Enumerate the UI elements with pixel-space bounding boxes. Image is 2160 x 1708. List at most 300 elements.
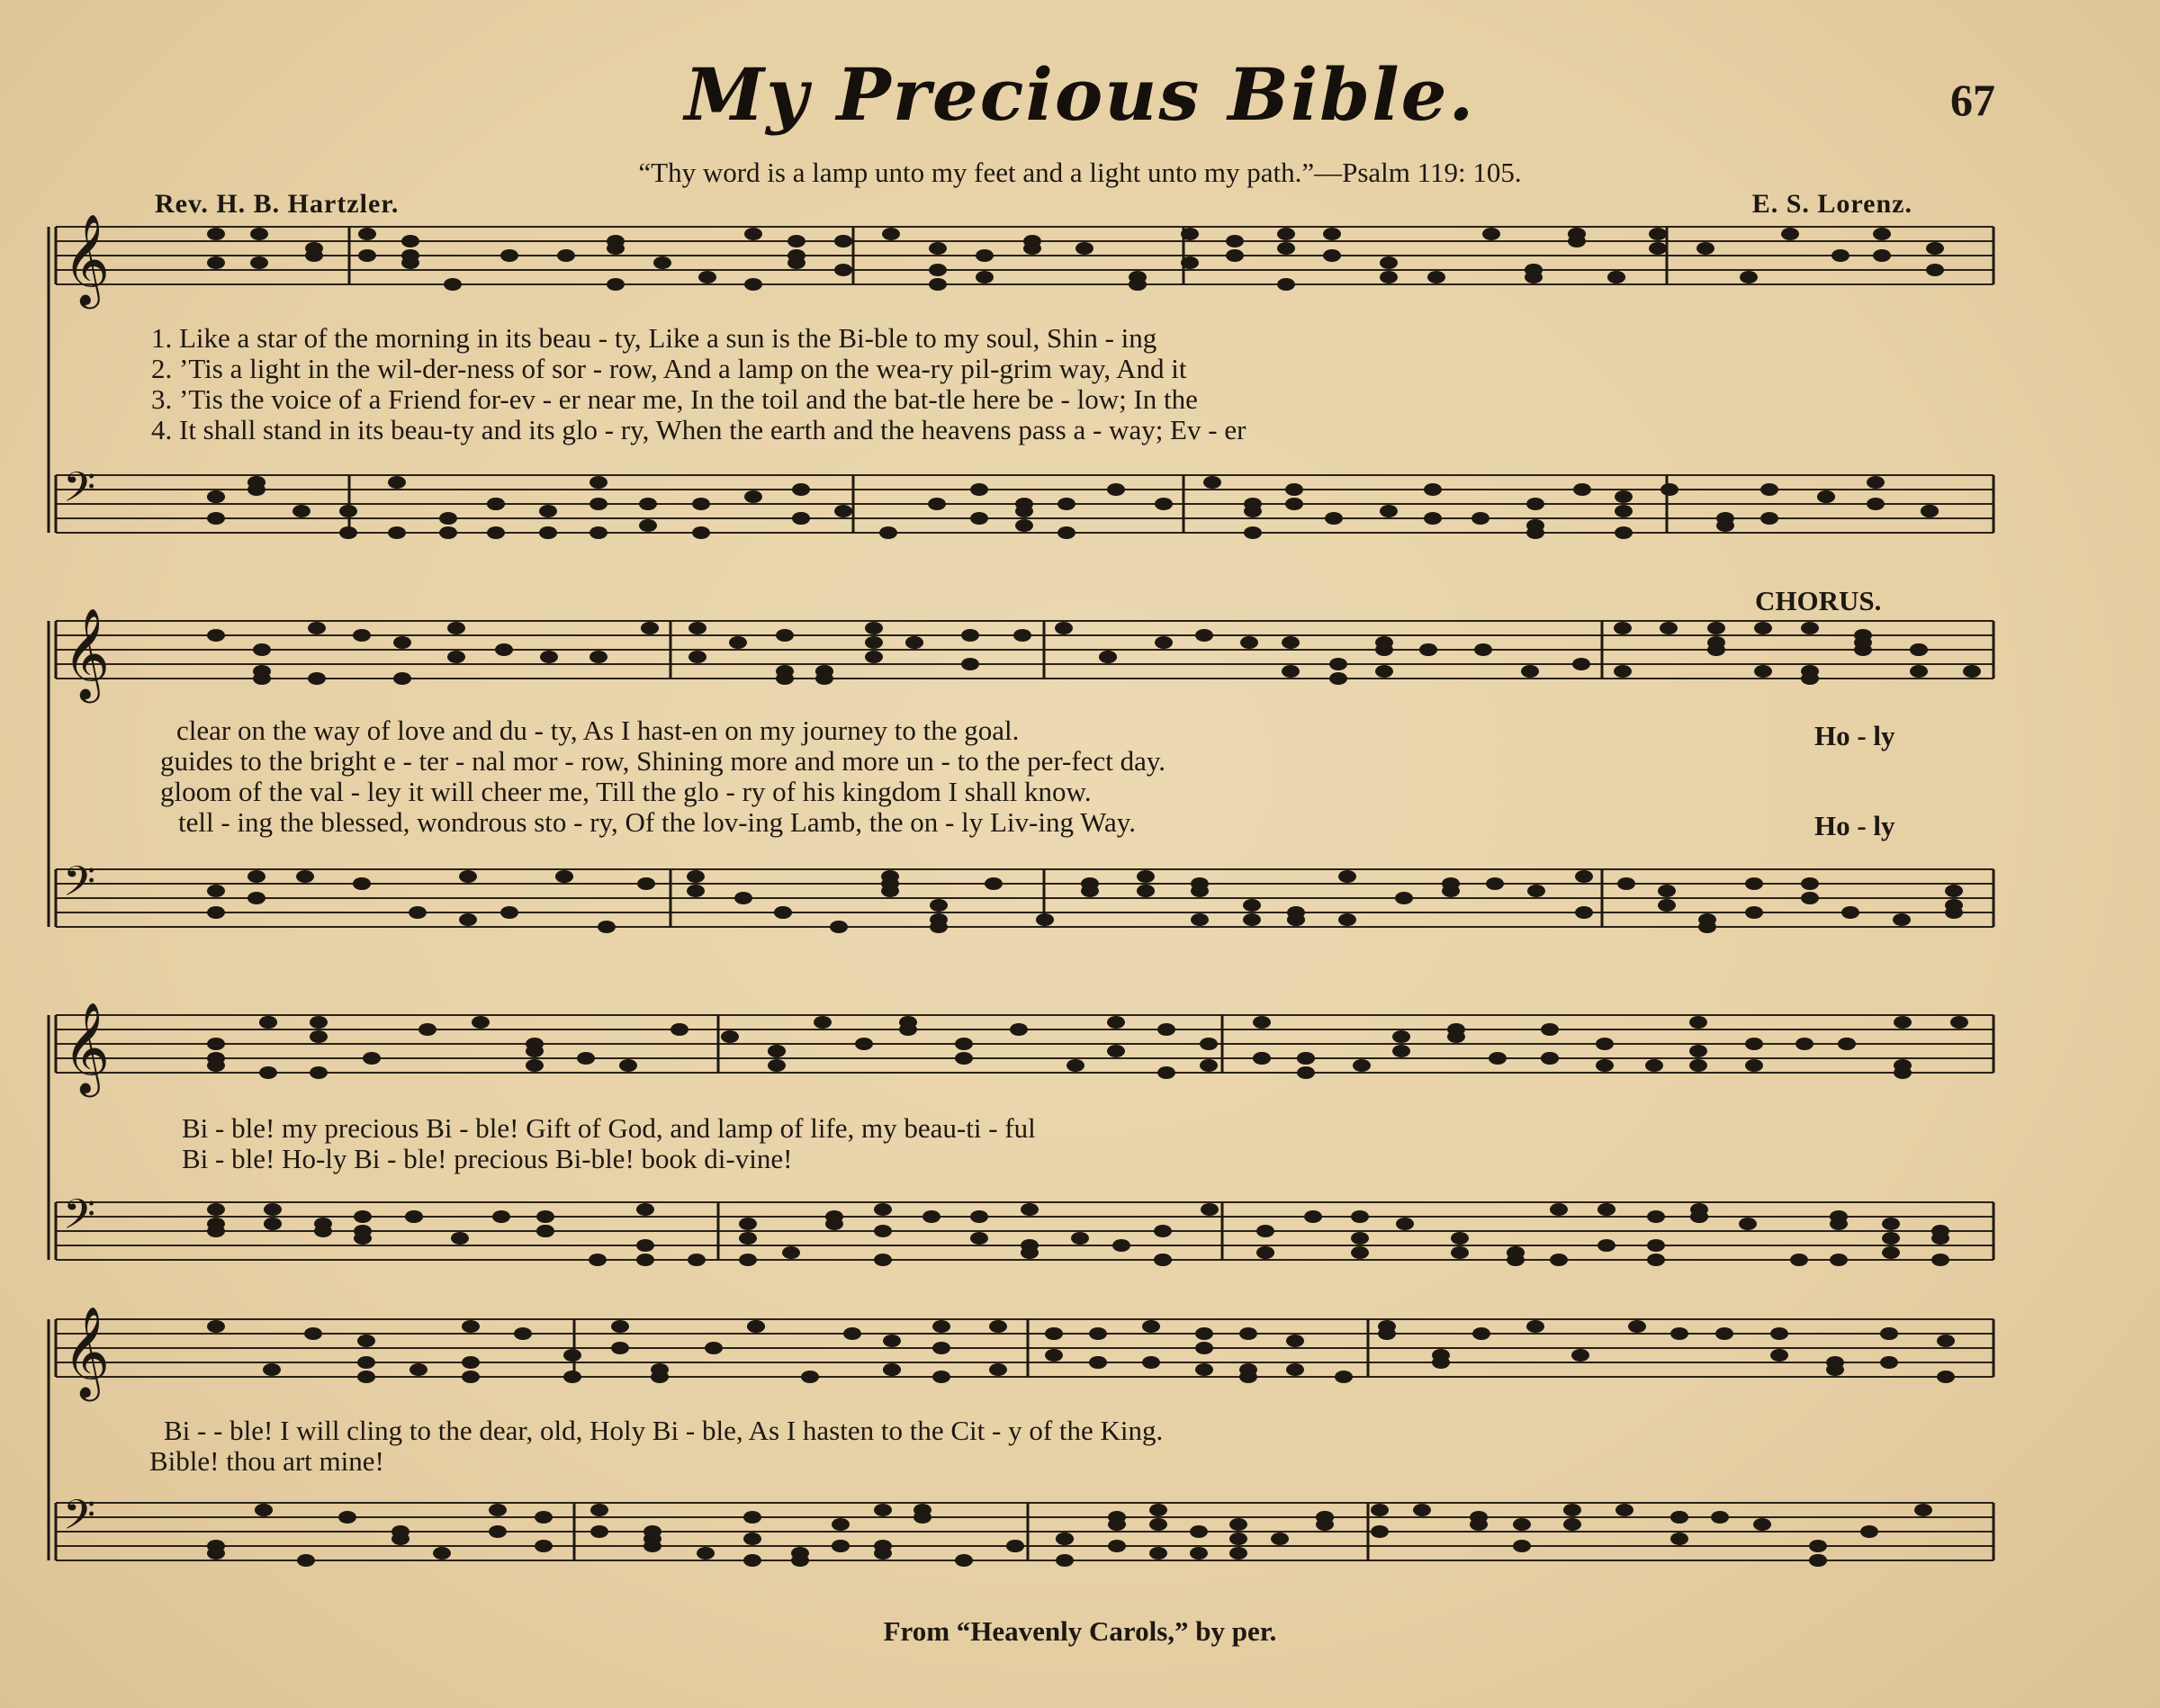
note-head: [1351, 1246, 1369, 1259]
note-head: [1832, 249, 1850, 262]
note-head: [462, 1356, 480, 1369]
note-head: [1108, 1518, 1126, 1531]
note-head: [1380, 271, 1398, 283]
note-head: [439, 526, 457, 539]
note-head: [744, 278, 762, 291]
note-head: [644, 1540, 662, 1552]
note-head: [1157, 1023, 1175, 1036]
note-head: [1950, 1016, 1968, 1029]
note-head: [1931, 1254, 1949, 1266]
note-head: [688, 1254, 706, 1266]
note-head: [1195, 1363, 1213, 1376]
note-head: [883, 1335, 901, 1347]
note-head: [830, 921, 848, 933]
note-head: [1149, 1518, 1167, 1531]
note-head: [207, 1320, 225, 1333]
note-head: [1647, 1254, 1665, 1266]
note-head: [1926, 242, 1944, 255]
note-head: [1129, 271, 1147, 283]
note-head: [1338, 913, 1356, 926]
note-head: [1801, 672, 1819, 685]
note-head: [310, 1066, 328, 1079]
note-head: [1817, 490, 1835, 503]
treble-clef-icon: 𝄞: [63, 1305, 111, 1398]
bass-clef-icon: 𝄢: [63, 858, 96, 916]
note-head: [1107, 483, 1125, 496]
note-head: [1076, 242, 1094, 255]
note-head: [1910, 665, 1928, 678]
note-head: [1089, 1327, 1107, 1340]
note-head: [248, 483, 266, 496]
note-head: [687, 885, 705, 897]
note-head: [358, 228, 376, 240]
note-head: [1716, 512, 1734, 525]
note-head: [1297, 1066, 1315, 1079]
note-head: [788, 256, 806, 269]
note-head: [1937, 1371, 1955, 1383]
note-head: [1841, 906, 1859, 919]
note-head: [1304, 1210, 1322, 1223]
note-head: [639, 498, 657, 510]
note-head: [1427, 271, 1445, 283]
note-head: [388, 526, 406, 539]
note-head: [1760, 512, 1778, 525]
note-head: [447, 622, 465, 634]
note-head: [1867, 498, 1885, 510]
note-head: [1286, 1363, 1304, 1376]
bass-clef-icon: 𝄢: [63, 1491, 96, 1550]
note-head: [989, 1363, 1007, 1376]
note-head: [955, 1052, 973, 1065]
author-credit: Rev. H. B. Hartzler.: [155, 189, 400, 219]
verse-line-1b: clear on the way of love and du - ty, As I hast-en on my journey to the goal.: [176, 715, 1020, 746]
note-head: [874, 1504, 892, 1516]
note-head: [253, 643, 271, 656]
note-head: [1830, 1218, 1848, 1230]
note-head: [1226, 235, 1244, 247]
note-head: [1229, 1547, 1247, 1560]
note-head: [1099, 651, 1117, 663]
note-head: [1239, 1327, 1257, 1340]
note-head: [1690, 1210, 1708, 1223]
note-head: [1770, 1327, 1788, 1340]
note-head: [670, 1023, 688, 1036]
note-head: [1181, 256, 1199, 269]
note-head: [1338, 870, 1356, 883]
note-head: [401, 235, 419, 247]
note-head: [314, 1218, 332, 1230]
note-head: [557, 249, 575, 262]
note-head: [1287, 906, 1305, 919]
note-head: [639, 519, 657, 532]
note-head: [1660, 483, 1678, 496]
note-head: [1914, 1504, 1932, 1516]
note-head: [955, 1554, 973, 1567]
note-head: [1945, 885, 1963, 897]
source-note: From “Heavenly Carols,” by per.: [883, 1615, 1277, 1647]
note-head: [563, 1371, 581, 1383]
note-head: [207, 512, 225, 525]
note-head: [393, 636, 411, 649]
note-head: [539, 505, 557, 517]
note-head: [207, 490, 225, 503]
note-head: [433, 1547, 451, 1560]
note-head: [590, 526, 608, 539]
note-head: [1760, 483, 1778, 496]
note-head: [739, 1232, 757, 1245]
note-head: [1137, 885, 1155, 897]
note-head: [815, 665, 833, 678]
note-head: [526, 1059, 544, 1072]
note-head: [357, 1356, 375, 1369]
note-head: [1521, 665, 1539, 678]
hymn-title: My Precious Bible.: [684, 52, 1476, 137]
chorus-line-2b: Bible! thou art mine!: [149, 1445, 384, 1477]
note-head: [1036, 913, 1054, 926]
note-head: [788, 235, 806, 247]
note-head: [1155, 498, 1173, 510]
note-head: [1658, 899, 1676, 912]
note-head: [1243, 913, 1261, 926]
note-head: [1513, 1518, 1531, 1531]
note-head: [1745, 906, 1763, 919]
note-head: [1253, 1016, 1271, 1029]
note-head: [1442, 885, 1460, 897]
note-head: [930, 921, 948, 933]
note-head: [1617, 877, 1635, 890]
note-head: [1058, 498, 1076, 510]
note-head: [929, 278, 947, 291]
note-head: [1353, 1059, 1371, 1072]
note-head: [297, 1554, 315, 1567]
note-head: [1351, 1210, 1369, 1223]
note-head: [354, 1210, 372, 1223]
note-head: [1112, 1239, 1130, 1252]
note-head: [687, 870, 705, 883]
note-head: [1649, 228, 1667, 240]
note-head: [1432, 1349, 1450, 1362]
note-head: [1451, 1246, 1469, 1259]
note-head: [207, 228, 225, 240]
note-head: [305, 242, 323, 255]
note-head: [970, 1210, 988, 1223]
note-head: [1598, 1203, 1616, 1216]
note-head: [1325, 512, 1343, 525]
note-head: [1137, 870, 1155, 883]
note-head: [1860, 1525, 1878, 1538]
note-head: [1191, 885, 1209, 897]
note-head: [1201, 1203, 1219, 1216]
clefs: [63, 212, 110, 1550]
note-head: [1801, 877, 1819, 890]
note-head: [1894, 1016, 1912, 1029]
note-head: [1945, 899, 1963, 912]
note-head: [1424, 512, 1442, 525]
note-head: [392, 1533, 410, 1545]
note-head: [563, 1349, 581, 1362]
note-head: [776, 665, 794, 678]
note-head: [1424, 483, 1442, 496]
note-head: [401, 249, 419, 262]
note-head: [1541, 1023, 1559, 1036]
note-head: [814, 1016, 832, 1029]
note-head: [834, 505, 852, 517]
note-head: [1472, 1327, 1490, 1340]
note-head: [698, 271, 716, 283]
note-head: [1010, 1023, 1028, 1036]
chorus-label: CHORUS.: [1755, 585, 1882, 616]
note-head: [1486, 877, 1504, 890]
note-head: [955, 1038, 973, 1050]
note-head: [1893, 913, 1911, 926]
note-head: [207, 629, 225, 642]
note-head: [744, 228, 762, 240]
note-head: [1297, 1052, 1315, 1065]
note-head: [1614, 665, 1632, 678]
note-head: [1181, 228, 1199, 240]
note-head: [928, 498, 946, 510]
note-head: [1316, 1511, 1334, 1524]
note-head: [989, 1320, 1007, 1333]
note-head: [905, 636, 923, 649]
chorus-holy-2: Ho - ly: [1814, 810, 1895, 841]
note-head: [1056, 1554, 1074, 1567]
note-head: [637, 877, 655, 890]
note-head: [607, 235, 625, 247]
note-head: [1154, 1254, 1172, 1266]
note-head: [776, 629, 794, 642]
note-head: [929, 242, 947, 255]
note-head: [1190, 1547, 1208, 1560]
note-head: [1607, 271, 1625, 283]
note-head: [1715, 1327, 1733, 1340]
note-head: [1203, 476, 1221, 489]
note-head: [976, 249, 994, 262]
note-head: [1658, 885, 1676, 897]
note-head: [296, 870, 314, 883]
note-head: [619, 1059, 637, 1072]
note-head: [207, 906, 225, 919]
note-head: [1154, 1225, 1172, 1237]
note-head: [1323, 228, 1341, 240]
note-head: [495, 643, 513, 656]
note-head: [1371, 1525, 1389, 1538]
note-head: [489, 1525, 507, 1538]
note-head: [1809, 1540, 1827, 1552]
note-head: [526, 1045, 544, 1057]
note-head: [535, 1511, 553, 1524]
note-head: [1801, 892, 1819, 904]
note-head: [855, 1038, 873, 1050]
note-head: [339, 526, 357, 539]
note-head: [1286, 1335, 1304, 1347]
note-head: [253, 672, 271, 685]
note-head: [792, 483, 810, 496]
epigraph: “Thy word is a lamp unto my feet and a light unto my path.”—Psalm 119: 105.: [638, 157, 1522, 188]
note-head: [692, 526, 710, 539]
note-head: [418, 1023, 436, 1036]
note-head: [1598, 1239, 1616, 1252]
note-head: [743, 1533, 761, 1545]
note-head: [607, 278, 625, 291]
note-head: [734, 892, 752, 904]
note-head: [514, 1327, 532, 1340]
note-head: [970, 483, 988, 496]
note-head: [1809, 1554, 1827, 1567]
note-head: [207, 1218, 225, 1230]
note-head: [774, 906, 792, 919]
note-head: [792, 512, 810, 525]
note-head: [338, 1511, 356, 1524]
note-head: [1596, 1059, 1614, 1072]
chorus-line-1b: Bi - - ble! I will cling to the dear, old, Holy Bi - ble, As I hasten to the Cit - y of the King.: [164, 1415, 1164, 1446]
note-head: [1873, 228, 1891, 240]
note-head: [1282, 636, 1300, 649]
note-head: [1142, 1320, 1160, 1333]
note-head: [357, 1371, 375, 1383]
note-head: [1754, 665, 1772, 678]
note-head: [1753, 1518, 1771, 1531]
note-head: [688, 651, 706, 663]
note-head: [1573, 483, 1591, 496]
note-head: [363, 1052, 381, 1065]
note-head: [1489, 1052, 1507, 1065]
note-head: [1541, 1052, 1559, 1065]
note-head: [1575, 906, 1593, 919]
note-head: [353, 629, 371, 642]
bass-clef-icon: 𝄢: [63, 1191, 96, 1249]
note-head: [1271, 1533, 1289, 1545]
note-head: [1329, 658, 1347, 670]
note-head: [1285, 498, 1303, 510]
note-head: [1882, 1232, 1900, 1245]
note-head: [492, 1210, 510, 1223]
note-head: [487, 526, 505, 539]
note-head: [357, 1335, 375, 1347]
note-head: [1616, 1504, 1634, 1516]
note-head: [555, 870, 573, 883]
note-head: [636, 1254, 654, 1266]
note-head: [1071, 1232, 1089, 1245]
note-head: [1880, 1327, 1898, 1340]
note-head: [834, 264, 852, 276]
note-head: [1395, 892, 1413, 904]
note-head: [1801, 622, 1819, 634]
note-head: [743, 1554, 761, 1567]
note-head: [1451, 1232, 1469, 1245]
note-head: [1107, 1016, 1125, 1029]
note-head: [207, 885, 225, 897]
note-head: [1013, 629, 1031, 642]
note-head: [1507, 1246, 1525, 1259]
note-head: [1563, 1504, 1581, 1516]
verse-line-3a: 3. ’Tis the voice of a Friend for-ev - er near me, In the toil and the bat-tle here be - low; In the: [151, 383, 1198, 415]
note-head: [976, 271, 994, 283]
note-head: [248, 870, 266, 883]
note-head: [1596, 1038, 1614, 1050]
note-head: [590, 1525, 608, 1538]
note-head: [1285, 483, 1303, 496]
note-head: [1229, 1533, 1247, 1545]
note-head: [929, 264, 947, 276]
note-head: [535, 1540, 553, 1552]
chorus-holy-1: Ho - ly: [1814, 720, 1895, 751]
note-head: [1670, 1511, 1688, 1524]
note-head: [1335, 1371, 1353, 1383]
note-head: [932, 1342, 950, 1354]
note-head: [1963, 665, 1981, 678]
note-head: [1826, 1356, 1844, 1369]
note-head: [729, 636, 747, 649]
note-head: [1550, 1254, 1568, 1266]
note-head: [500, 906, 518, 919]
note-head: [782, 1246, 800, 1259]
note-head: [590, 1504, 608, 1516]
note-head: [409, 906, 427, 919]
note-head: [1645, 1059, 1663, 1072]
bass-clef-icon: 𝄢: [63, 463, 96, 522]
note-head: [1229, 1518, 1247, 1531]
note-head: [259, 1066, 277, 1079]
note-head: [207, 1038, 225, 1050]
note-head: [1392, 1030, 1410, 1043]
note-head: [644, 1525, 662, 1538]
note-head: [589, 1254, 607, 1266]
note-head: [590, 476, 608, 489]
note-head: [1882, 1218, 1900, 1230]
note-head: [688, 622, 706, 634]
note-head: [1419, 643, 1437, 656]
note-head: [1711, 1511, 1729, 1524]
note-head: [1482, 228, 1500, 240]
note-head: [405, 1210, 423, 1223]
note-head: [1149, 1504, 1167, 1516]
note-head: [500, 249, 518, 262]
note-head: [1527, 885, 1545, 897]
note-head: [410, 1363, 428, 1376]
note-head: [739, 1218, 757, 1230]
note-head: [744, 490, 762, 503]
note-head: [1867, 476, 1885, 489]
note-head: [747, 1320, 765, 1333]
note-head: [881, 885, 899, 897]
note-head: [1526, 519, 1544, 532]
note-head: [1739, 1218, 1757, 1230]
note-head: [743, 1511, 761, 1524]
note-head: [1689, 1045, 1707, 1057]
note-head: [1854, 643, 1872, 656]
note-head: [1015, 498, 1033, 510]
note-head: [636, 1203, 654, 1216]
note-head: [1790, 1254, 1808, 1266]
note-head: [1649, 242, 1667, 255]
note-head: [1244, 505, 1262, 517]
note-head: [874, 1254, 892, 1266]
note-head: [1244, 526, 1262, 539]
note-head: [1375, 665, 1393, 678]
note-head: [207, 1203, 225, 1216]
note-head: [1745, 1038, 1763, 1050]
note-head: [1745, 1059, 1763, 1072]
note-head: [1796, 1038, 1814, 1050]
note-head: [1698, 921, 1716, 933]
note-head: [768, 1045, 786, 1057]
note-head: [308, 622, 326, 634]
note-head: [1615, 490, 1633, 503]
note-head: [1513, 1540, 1531, 1552]
note-head: [879, 526, 897, 539]
note-head: [1021, 1246, 1039, 1259]
